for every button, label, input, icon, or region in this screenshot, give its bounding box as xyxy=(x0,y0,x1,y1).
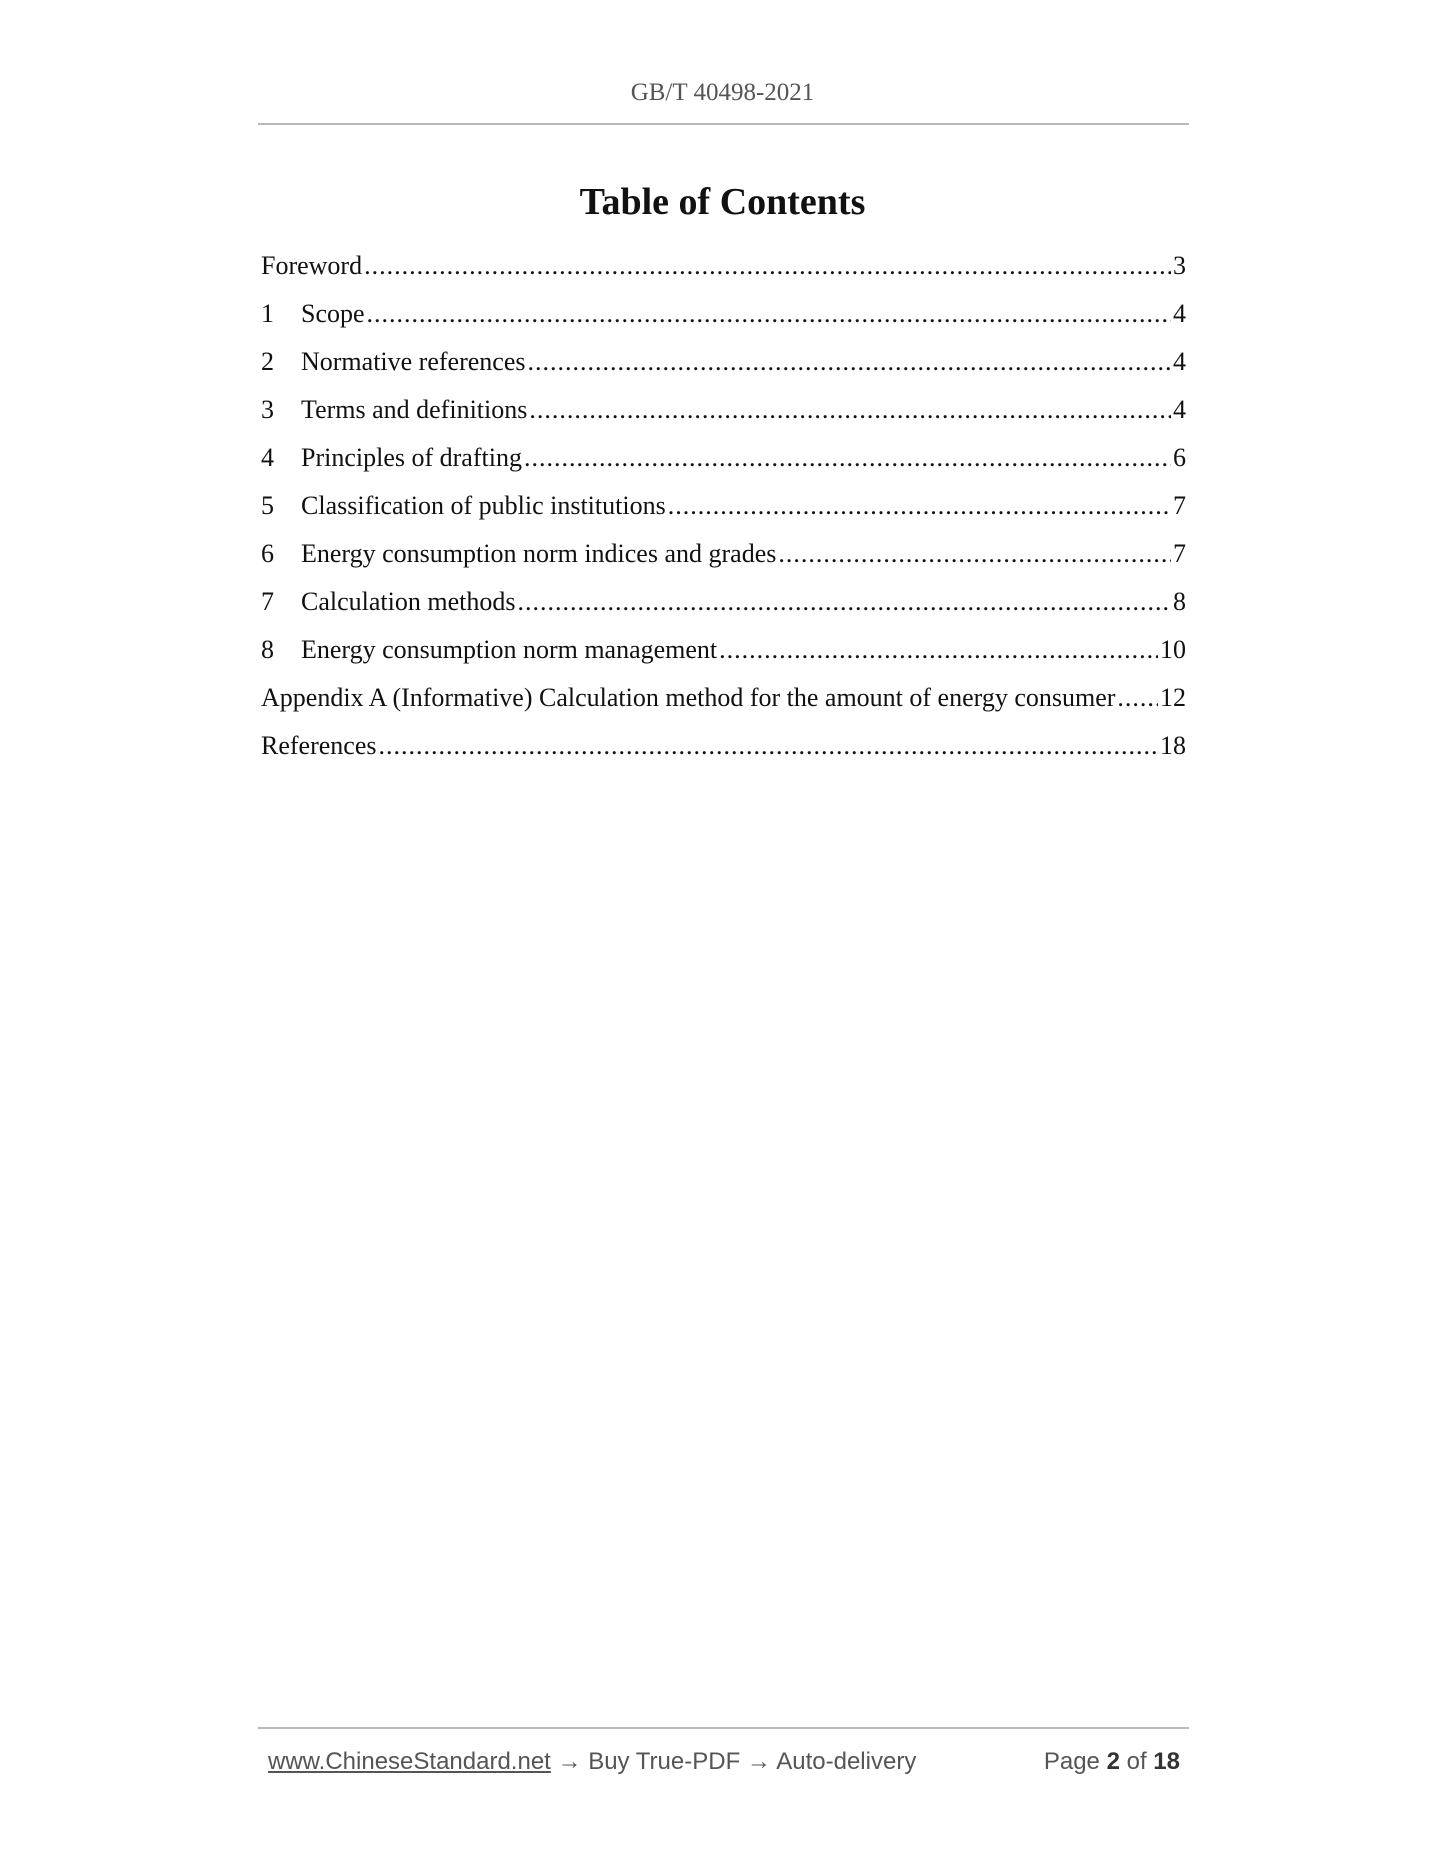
arrow-right-icon: → xyxy=(746,1748,771,1775)
toc-entry-label: References xyxy=(261,731,377,760)
current-page-number: 2 xyxy=(1106,1748,1120,1775)
footer-promo xyxy=(268,1744,916,1780)
toc-dot-leader xyxy=(719,630,1158,670)
page-word: Page xyxy=(1043,1748,1100,1775)
header-divider xyxy=(258,123,1189,125)
toc-entry-label: Appendix A (Informative) Calculation method for the amount of energy consumer xyxy=(261,683,1116,712)
toc-entry-principles-of-drafting[interactable] xyxy=(261,438,1186,486)
toc-entry-number: 1 xyxy=(261,299,274,328)
website-link[interactable]: www.ChineseStandard.net xyxy=(268,1748,551,1775)
toc-entry-normative-references[interactable] xyxy=(261,342,1186,390)
toc-entry-number: 2 xyxy=(261,347,274,376)
toc-entry-label: Principles of drafting xyxy=(301,443,522,472)
toc-list xyxy=(261,246,1186,774)
toc-entry-appendix-a[interactable] xyxy=(261,678,1186,726)
total-pages-number: 18 xyxy=(1153,1748,1180,1775)
toc-dot-leader xyxy=(364,246,1171,286)
toc-dot-leader xyxy=(778,534,1171,574)
document-code-header: GB/T 40498-2021 xyxy=(630,79,815,106)
toc-entry-page: 3 xyxy=(1173,251,1186,280)
toc-entry-label: Terms and definitions xyxy=(301,395,528,424)
toc-entry-page: 7 xyxy=(1173,491,1186,520)
toc-entry-page: 6 xyxy=(1173,443,1186,472)
toc-entry-label: Calculation methods xyxy=(301,587,516,616)
toc-entry-label: Foreword xyxy=(261,251,363,280)
toc-entry-number: 7 xyxy=(261,587,274,616)
toc-entry-label: Energy consumption norm management xyxy=(301,635,718,664)
toc-entry-number: 6 xyxy=(261,539,274,568)
toc-entry-number: 5 xyxy=(261,491,274,520)
toc-entry-page: 4 xyxy=(1173,347,1186,376)
toc-dot-leader xyxy=(1117,678,1158,718)
toc-entry-page: 10 xyxy=(1160,635,1186,664)
auto-delivery-text: Auto-delivery xyxy=(776,1748,917,1775)
toc-dot-leader xyxy=(527,342,1171,382)
toc-entry-number: 8 xyxy=(261,635,274,664)
toc-entry-label: Energy consumption norm indices and grades xyxy=(301,539,777,568)
toc-dot-leader xyxy=(668,486,1171,526)
toc-dot-leader xyxy=(378,726,1158,766)
toc-dot-leader xyxy=(524,438,1171,478)
toc-entry-number: 4 xyxy=(261,443,274,472)
toc-entry-page: 7 xyxy=(1173,539,1186,568)
toc-entry-calculation-methods[interactable] xyxy=(261,582,1186,630)
toc-entry-norm-management[interactable] xyxy=(261,630,1186,678)
toc-entry-classification[interactable] xyxy=(261,486,1186,534)
toc-dot-leader xyxy=(529,390,1171,430)
arrow-right-icon: → xyxy=(557,1748,582,1775)
toc-entry-scope[interactable] xyxy=(261,294,1186,342)
toc-entry-page: 4 xyxy=(1173,395,1186,424)
buy-true-pdf-text: Buy True-PDF xyxy=(588,1748,741,1775)
toc-entry-label: Classification of public institutions xyxy=(301,491,666,520)
toc-entry-page: 18 xyxy=(1160,731,1186,760)
toc-entry-number: 3 xyxy=(261,395,274,424)
toc-dot-leader xyxy=(367,294,1171,334)
of-word: of xyxy=(1126,1748,1147,1775)
toc-entry-terms-and-definitions[interactable] xyxy=(261,390,1186,438)
toc-entry-label: Scope xyxy=(301,299,365,328)
toc-entry-norm-indices[interactable] xyxy=(261,534,1186,582)
footer-divider xyxy=(258,1727,1189,1729)
toc-entry-references[interactable] xyxy=(261,726,1186,774)
toc-entry-page: 8 xyxy=(1173,587,1186,616)
toc-entry-page: 4 xyxy=(1173,299,1186,328)
toc-entry-page: 12 xyxy=(1160,683,1186,712)
page-indicator xyxy=(1044,1744,1180,1780)
toc-title: Table of Contents xyxy=(579,181,866,223)
page-footer xyxy=(268,1744,1180,1780)
toc-entry-label: Normative references xyxy=(301,347,526,376)
toc-dot-leader xyxy=(517,582,1171,622)
toc-entry-foreword[interactable] xyxy=(261,246,1186,294)
